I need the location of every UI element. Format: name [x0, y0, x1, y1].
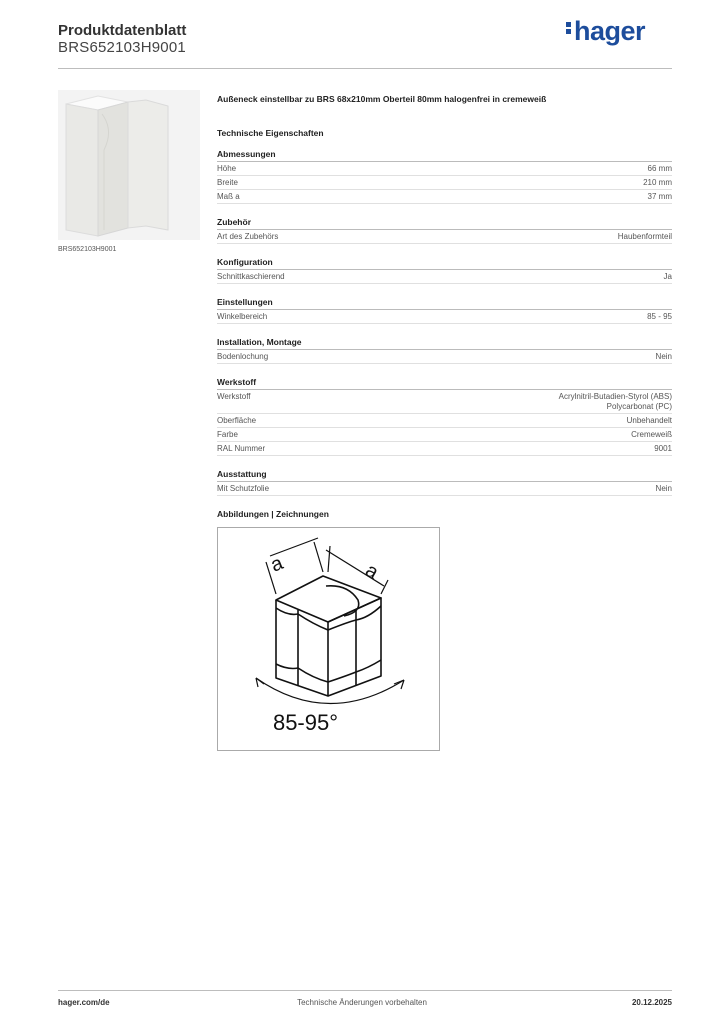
- group-einstellungen: [217, 297, 672, 324]
- hager-logo[interactable]: [566, 16, 645, 47]
- thumbnail-caption: BRS652103H9001: [58, 246, 117, 253]
- row-label: Schnittkaschierend: [217, 272, 285, 281]
- table-row: [217, 176, 672, 190]
- footer-website[interactable]: hager.com/de: [58, 998, 110, 1007]
- dim-label-left: a: [267, 552, 287, 577]
- logo-text: hager: [574, 16, 646, 46]
- main-content: [217, 94, 672, 751]
- table-row: [217, 270, 672, 284]
- product-description: Außeneck einstellbar zu BRS 68x210mm Oberteil 80mm halogenfrei in cremeweiß: [217, 94, 547, 104]
- footer-date: 20.12.2025: [631, 998, 672, 1007]
- table-row: [217, 162, 672, 176]
- corner-piece-photo-icon: [58, 90, 200, 240]
- figures-title: Abbildungen | Zeichnungen: [217, 509, 329, 519]
- technical-drawing: [217, 527, 440, 751]
- table-row: [217, 230, 672, 244]
- row-value: 210 mm: [643, 178, 672, 187]
- row-label: Winkelbereich: [217, 312, 268, 321]
- article-number: BRS652103H9001: [58, 39, 186, 56]
- group-ausstattung: [217, 469, 672, 496]
- table-row: [217, 482, 672, 496]
- dim-label-right: a: [361, 559, 383, 584]
- group-title: Installation, Montage: [217, 337, 672, 350]
- tech-properties-title: Technische Eigenschaften: [217, 128, 324, 138]
- header-rule: [58, 68, 672, 69]
- row-value: Nein: [655, 484, 672, 493]
- footer-notice: Technische Änderungen vorbehalten: [297, 998, 427, 1007]
- row-label: Mit Schutzfolie: [217, 484, 270, 493]
- group-title: Zubehör: [217, 217, 672, 230]
- table-row: [217, 310, 672, 324]
- logo-dots-icon: [566, 20, 572, 36]
- group-title: Ausstattung: [217, 469, 672, 482]
- row-value: Unbehandelt: [626, 416, 672, 425]
- row-label: Höhe: [217, 164, 237, 173]
- table-row: [217, 350, 672, 364]
- row-label: Art des Zubehörs: [217, 232, 279, 241]
- angle-label: 85-95°: [272, 710, 339, 735]
- footer-rule: [58, 990, 672, 991]
- row-value: 9001: [654, 444, 672, 453]
- row-value: Ja: [663, 272, 672, 281]
- row-label: RAL Nummer: [217, 444, 266, 453]
- row-value: Haubenformteil: [617, 232, 672, 241]
- row-label: Oberfläche: [217, 416, 257, 425]
- row-label: Breite: [217, 178, 238, 187]
- row-value: Polycarbonat (PC): [606, 402, 672, 411]
- table-row: [217, 442, 672, 456]
- table-row: [217, 414, 672, 428]
- row-value: 66 mm: [647, 164, 672, 173]
- group-zubehoer: [217, 217, 672, 244]
- row-label: Bodenlochung: [217, 352, 269, 361]
- table-row: [217, 190, 672, 204]
- group-title: Konfiguration: [217, 257, 672, 270]
- group-konfiguration: [217, 257, 672, 284]
- group-title: Werkstoff: [217, 377, 672, 390]
- group-title: Einstellungen: [217, 297, 672, 310]
- row-value: Acrylnitril-Butadien-Styrol (ABS): [558, 392, 672, 401]
- group-werkstoff: [217, 377, 672, 456]
- row-label: Farbe: [217, 430, 238, 439]
- group-title: Abmessungen: [217, 149, 672, 162]
- row-label: Werkstoff: [217, 392, 251, 401]
- group-installation: [217, 337, 672, 364]
- group-abmessungen: [217, 149, 672, 204]
- row-value: Nein: [655, 352, 672, 361]
- row-value: 37 mm: [647, 192, 672, 201]
- product-thumbnail: [58, 90, 200, 240]
- row-value: Cremeweiß: [631, 430, 672, 439]
- header-title: Produktdatenblatt: [58, 22, 187, 39]
- row-value: 85 - 95: [647, 312, 672, 321]
- table-row: [217, 390, 672, 414]
- row-label: Maß a: [217, 192, 240, 201]
- table-row: [217, 428, 672, 442]
